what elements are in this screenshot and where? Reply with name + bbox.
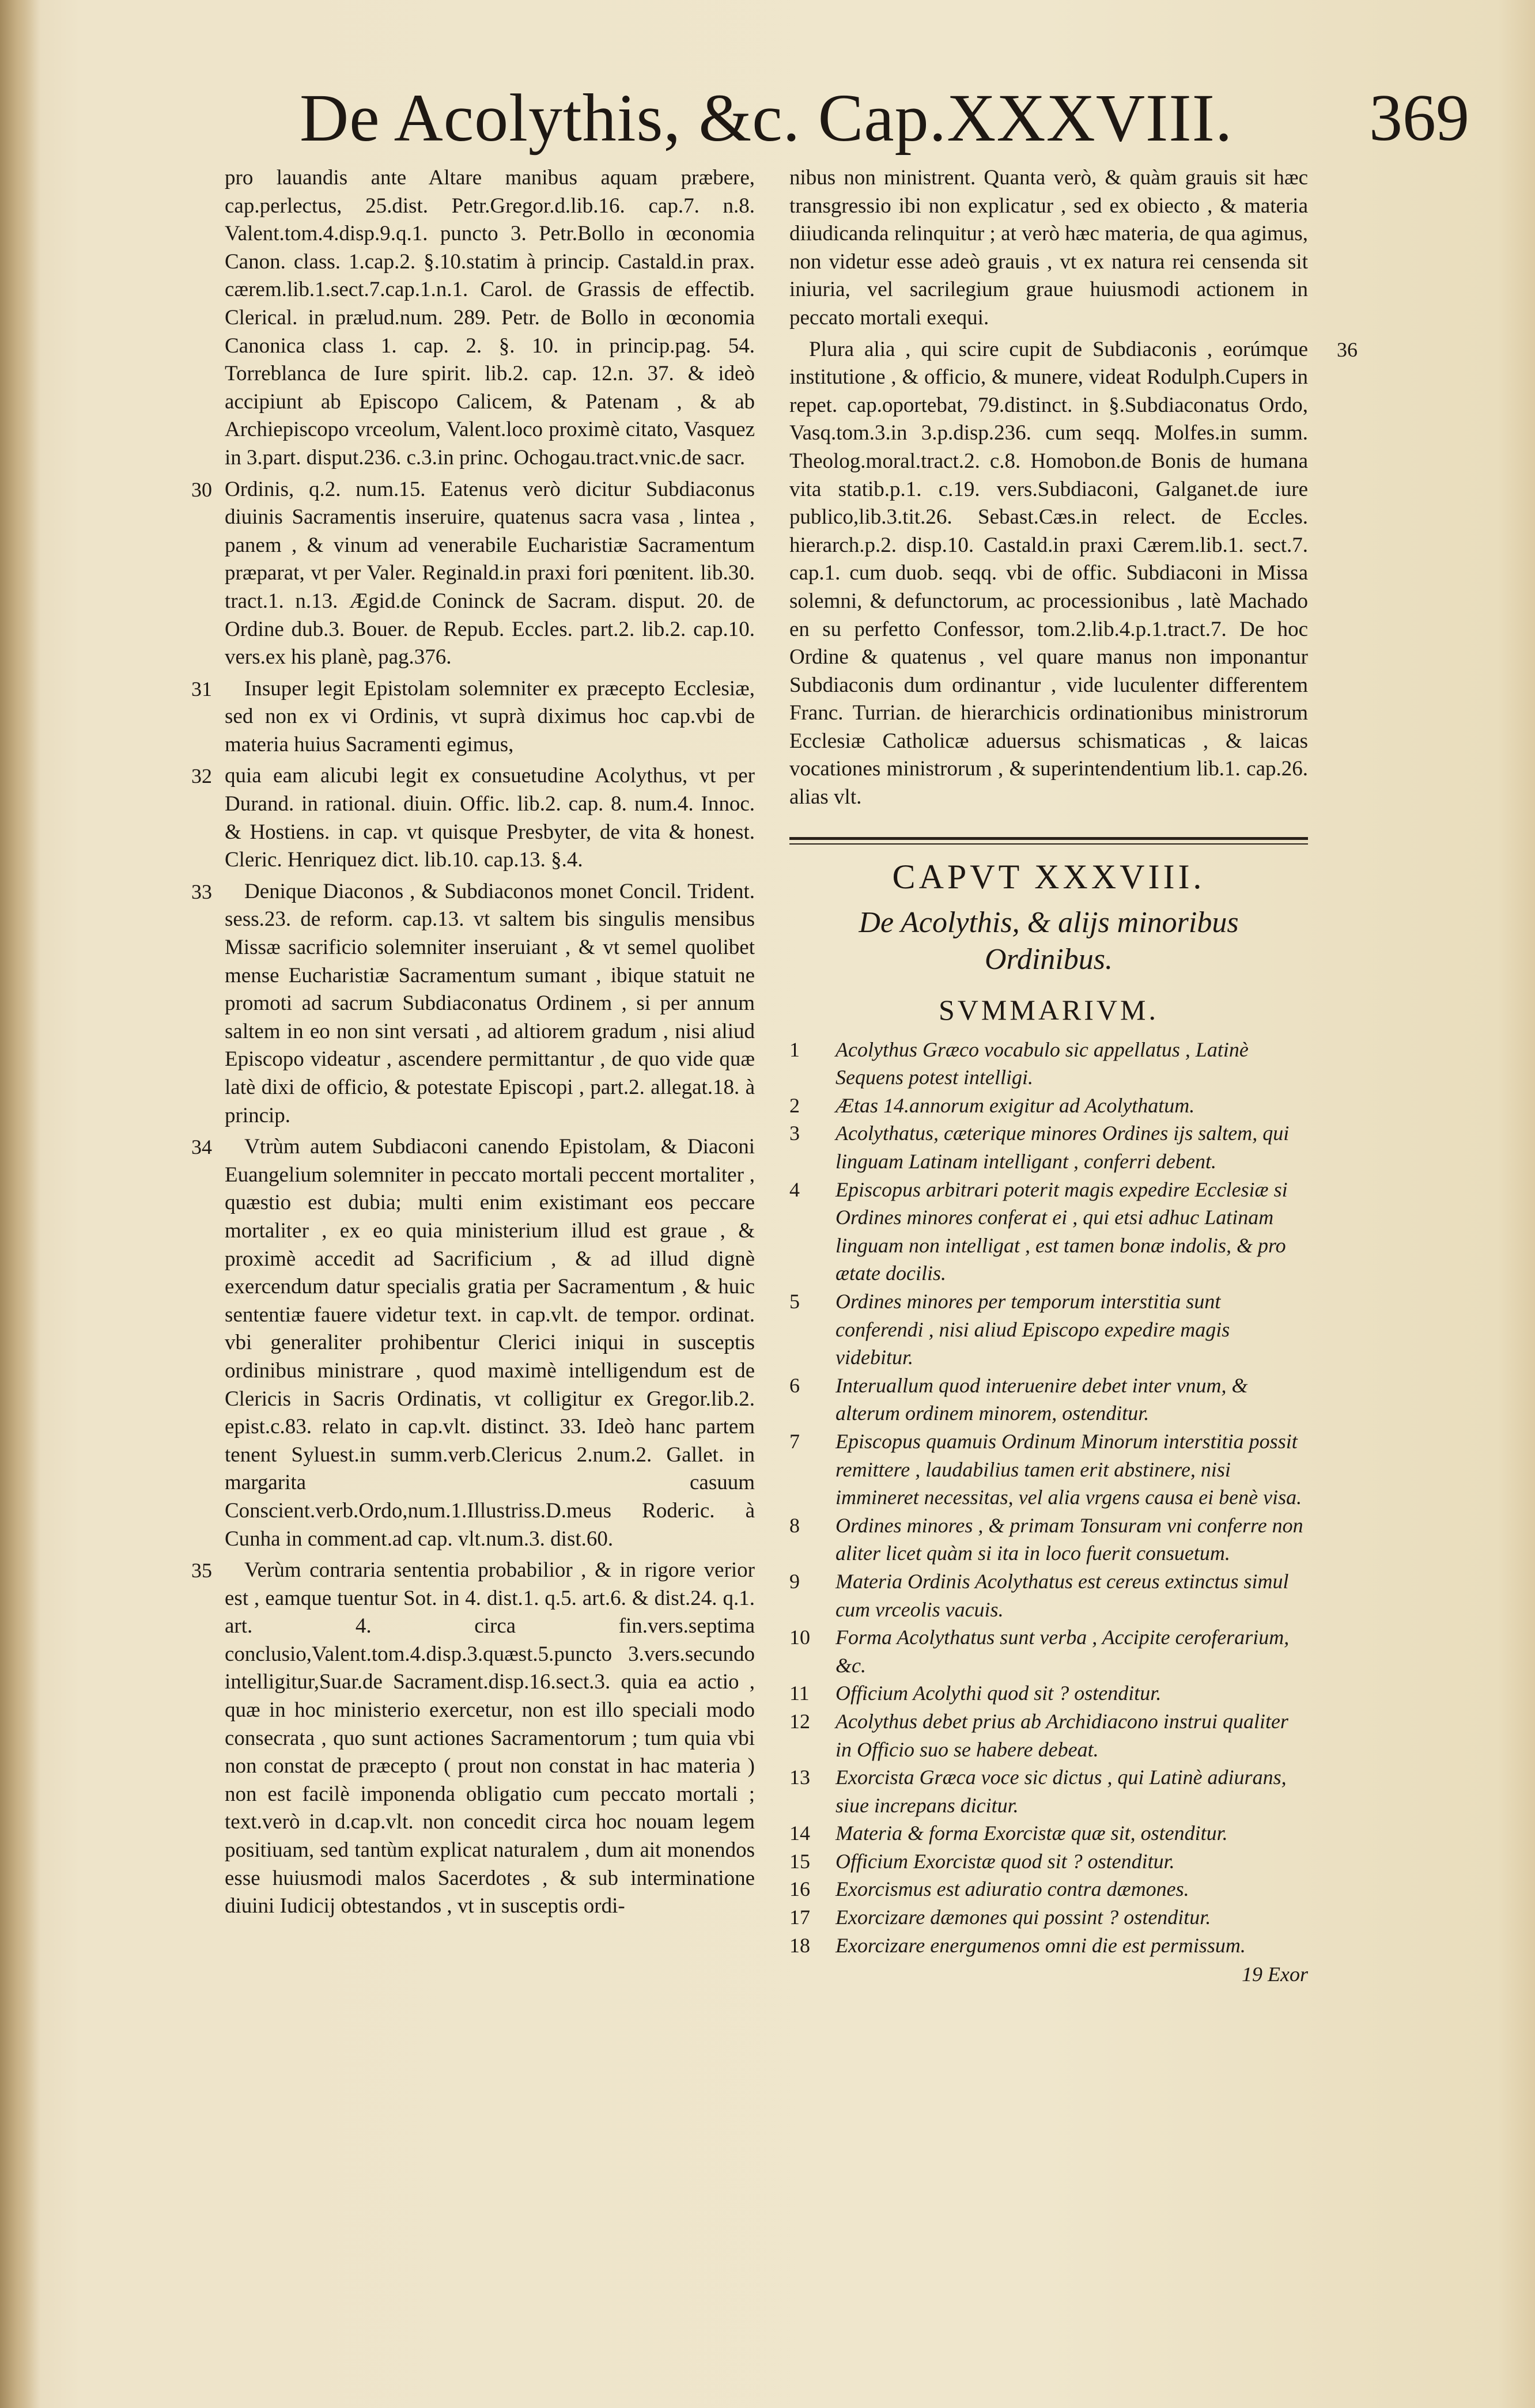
paragraph-text: quia eam alicubi legit ex consuetudine Acolythus, vt per Durand. in rational. diuin. Offic. lib.2. cap. 8. num.4. Innoc. & Hostiens. in cap. vt quisque Presbyter, de vita & honest. Cleric. Henriquez dict. lib.10. cap.13. §.4. [225, 764, 755, 872]
summary-item [789, 1623, 1308, 1679]
summary-item-text: Ordines minores per temporum interstitia sunt conferendi , nisi aliud Episcopo expedire magis videbitur. [835, 1290, 1230, 1369]
right-column-paragraphs [789, 164, 1358, 812]
summary-item-text: Exorcista Græca voce sic dictus , qui Latinè adiurans, siue increpans dicitur. [835, 1766, 1287, 1817]
summary-item-text: Exorcismus est adiuratio contra dæmones. [835, 1877, 1189, 1901]
paragraph [225, 164, 755, 472]
right-column [789, 164, 1358, 1989]
page-number: 369 [1369, 81, 1469, 155]
summary-item [789, 1932, 1308, 1960]
summary-item-number: 14 [789, 1822, 810, 1845]
summary-item-number: 1 [789, 1038, 800, 1061]
chapter-rule [789, 837, 1308, 840]
summary-item-number: 5 [789, 1290, 800, 1313]
summary-item-number: 10 [789, 1626, 810, 1649]
chapter-title: CAPVT XXXVIII. [892, 857, 1205, 896]
marginal-number: 35 [191, 1559, 212, 1582]
summary-item [789, 1847, 1308, 1876]
paragraph-text: Vtrùm autem Subdiaconi canendo Epistolam, & Diaconi Euangelium solemniter in peccato mortali peccent mortaliter , quæstio est dubia; multi enim existimant eos peccare mortaliter , ex eo quia ministerium illud est graue , & proximè accedit ad Sacrificium , & ad illud dignè exercendum datur specialis gratia per Sacramentum , & huic sententiæ fauere videtur text. in cap.vlt. de tempor. ordinat. vbi generaliter prohibentur Clerici iniqui in susceptis ordinibus ministrare , quod maximè intelligendum est de Clericis in Sacris Ordinatis, vt colligitur ex Gregor.lib.2. epist.c.83. relato in cap.vlt. distinct. 33. Ideò hanc partem tenent Syluest.in summ.verb.Clericus 2.num.2. Gallet. in margarita casuum Conscient.verb.Ordo,num.1.Illustriss.D.meus Roderic. à Cunha in comment.ad cap. vlt.num.3. dist.60. [225, 1135, 755, 1551]
paragraph [191, 675, 755, 759]
catchword: 19 Exor [1242, 1963, 1308, 1986]
paragraph [191, 762, 755, 874]
summary-item-number: 12 [789, 1709, 810, 1733]
summary-item [789, 1679, 1308, 1707]
summary-item-number: 11 [789, 1682, 810, 1705]
paragraph [191, 476, 755, 672]
summary-item-text: Materia Ordinis Acolythatus est cereus extinctus simul cum vrceolis vacuis. [835, 1569, 1289, 1621]
summary-item-text: Acolythus Græco vocabulo sic appellatus , Latinè Sequens potest intelligi. [835, 1038, 1249, 1089]
summary-item-number: 2 [789, 1093, 800, 1117]
summary-item-number: 13 [789, 1766, 810, 1789]
binding-gutter [0, 0, 40, 2408]
paragraph [789, 336, 1358, 812]
summary-item [789, 1707, 1308, 1763]
summary-item-text: Ætas 14.annorum exigitur ad Acolythatum. [835, 1093, 1195, 1117]
summary-item-number: 7 [789, 1429, 800, 1453]
summary-item [789, 1568, 1308, 1623]
summary-item-number: 8 [789, 1513, 800, 1537]
summary-heading: SVMMARIVM. [938, 993, 1159, 1026]
summary-item [789, 1372, 1308, 1428]
summary-item-number: 17 [789, 1906, 810, 1929]
summary-item [789, 1819, 1308, 1847]
summary-item [789, 1903, 1308, 1932]
paragraph-text: Verùm contraria sententia probabilior , & in rigore verior est , eamque tuentur Sot. in 4. dist.1. q.5. art.6. & dist.24. q.1. art. 4. circa fin.vers.septima conclusio,Valent.tom.4.disp.3.quæst.5.puncto 3.vers.secundo intelligitur,Suar.de Sacrament.disp.16.sect.3. quia ea actio , quæ in hoc ministerio exercetur, non est illo speciali modo consecrata , quo sunt actiones Sacramentorum ; tum quia vbi non constat de præcepto ( prout non constat in hac materia ) non est facilè imponenda obligatio cum peccato mortali ; text.verò in d.cap.vlt. non concedit circa hoc nouam legem positiuam, sed tantùm explicat naturalem , dum ait monendos esse huiusmodi malos Sacerdotes , & sub interminatione diuini Iudicij obtestandos , vt in susceptis ordi- [225, 1558, 755, 1918]
paragraph-text: Denique Diaconos , & Subdiaconos monet Concil. Trident. sess.23. de reform. cap.13. vt saltem bis singulis mensibus Missæ sacrificio solemniter inseruiant , & vt semel quolibet mense Eucharistiæ Sacramentum sumant , ibique statuit ne promoti ad sacrum Subdiaconatus Ordinem , si per annum saltem in eo non sint versati , ad altiorem gradum , nisi aliud Episcopo videatur , ascendere permittantur , de quo vide quæ latè dixi de officio, & potestate Episcopi , part.2. allegat.18. à princip. [225, 879, 755, 1127]
marginal-number: 33 [191, 880, 212, 903]
summary-list [789, 1036, 1308, 1960]
summary-item-number: 15 [789, 1849, 810, 1873]
running-title: De Acolythis, &c. Cap.XXXVIII. [300, 80, 1233, 156]
summary-item-number: 3 [789, 1122, 800, 1145]
paragraph-text: Plura alia , qui scire cupit de Subdiaconis , eorúmque institutione , & officio, & munere, videat Rodulph.Cupers in repet. cap.oportebat, 79.distinct. in §.Subdiaconatus Ordo, Vasq.tom.3.in 3.p.disp.236. cum seqq. Molfes.in summ. Theolog.moral.tract.2. c.8. Homobon.de Bonis de humana vita statib.p.1. c.19. vers.Subdiaconi, Galganet.de iure publico,lib.3.tit.26. Sebast.Cæs.in relect. de Eccles. hierarch.p.2. disp.10. Castald.in praxi Cærem.lib.1. sect.7. cap.1. cum duob. seqq. vbi de offic. Subdiaconi in Missa solemni, & defunctorum, ac processionibus , latè Machado en su perfetto Confessor, tom.2.lib.4.p.1.tract.7. De hoc Ordine & quatenus , vel quare manus non imponantur Subdiaconis dum ordinantur , vide luculenter differentem Franc. Turrian. de hierarchicis ordinationibus ministrorum Ecclesiæ Catholicæ aduersus schismaticas , & laicas vocationes ministrorum , & superintendentium lib.1. cap.26. alias vlt. [789, 337, 1308, 809]
summary-item-number: 16 [789, 1877, 810, 1901]
marginal-number: 31 [191, 677, 212, 701]
summary-item-text: Materia & forma Exorcistæ quæ sit, ostenditur. [835, 1822, 1228, 1845]
summary-item-number: 6 [789, 1373, 800, 1397]
summary-item-text: Episcopus quamuis Ordinum Minorum interstitia possit remittere , laudabilius tamen erit abstinere, nisi immineret necessitas, vel alia vrgens causa ei benè visa. [835, 1429, 1302, 1509]
summary-item-text: Acolythatus, cæterique minores Ordines ijs saltem, qui linguam Latinam intelligant , conferri debent. [835, 1122, 1290, 1173]
summary-item-text: Officium Acolythi quod sit ? ostenditur. [835, 1682, 1162, 1705]
summary-item [789, 1428, 1308, 1512]
summary-item-text: Exorcizare energumenos omni die est permissum. [835, 1933, 1246, 1957]
paragraph-text: nibus non ministrent. Quanta verò, & quàm grauis sit hæc transgressio ibi non explicatur , sed ex obiecto , & materia diiudicanda relinquitur ; at verò hæc materia, de qua agimus, non videtur esse adeò grauis , vt ex natura rei censenda sit iniuria, vel sacrilegium graue huiusmodi actionem in peccato mortali exequi. [789, 166, 1308, 330]
marginal-number: 30 [191, 478, 212, 501]
summary-item [789, 1288, 1308, 1372]
paragraph [789, 164, 1308, 332]
summary-item-number: 18 [789, 1933, 810, 1957]
marginal-number: 34 [191, 1135, 212, 1159]
chapter-subtitle: De Acolythis, & alijs minoribus Ordinibus. [859, 906, 1239, 976]
paragraph-text: Ordinis, q.2. num.15. Eatenus verò dicitur Subdiaconus diuinis Sacramentis inseruire, quatenus sacra vasa , lintea , panem , & vinum ad venerabile Eucharistiæ Sacramentum præparat, vt per Valer. Reginald.in praxi fori pœnitent. lib.30. tract.1. n.13. Ægid.de Coninck de Sacram. disput. 20. de Ordine dub.3. Bouer. de Repub. Eccles. part.2. lib.2. cap.10. vers.ex his planè, pag.376. [225, 477, 755, 669]
summary-item-number: 4 [789, 1178, 800, 1201]
marginal-number: 36 [1337, 338, 1358, 361]
paragraph [191, 878, 755, 1130]
summary-item-text: Forma Acolythatus sunt verba , Accipite ceroferarium, &c. [835, 1626, 1290, 1677]
paragraph [191, 1133, 755, 1553]
summary-item [789, 1092, 1308, 1120]
summary-item-text: Ordines minores , & primam Tonsuram vni conferre non aliter licet quàm si ita in loco fuerit consuetum. [835, 1513, 1303, 1565]
summary-item [789, 1875, 1308, 1903]
summary-item [789, 1763, 1308, 1819]
summary-item-number: 9 [789, 1569, 800, 1593]
summary-item [789, 1512, 1308, 1568]
paragraph-text: Insuper legit Epistolam solemniter ex præcepto Ecclesiæ, sed non ex vi Ordinis, vt suprà diximus hoc cap.vbi de materia huius Sacramenti egimus, [225, 676, 755, 756]
summary-item-text: Interuallum quod interuenire debet inter vnum, & alterum ordinem minorem, ostenditur. [835, 1373, 1248, 1425]
summary-item [789, 1176, 1308, 1288]
paragraph [191, 1557, 755, 1921]
summary-item-text: Exorcizare dæmones qui possint ? ostenditur. [835, 1906, 1211, 1929]
summary-item-text: Officium Exorcistæ quod sit ? ostenditur. [835, 1849, 1175, 1873]
summary-item-text: Acolythus debet prius ab Archidiacono instrui qualiter in Officio suo se habere debeat. [835, 1709, 1288, 1761]
marginal-number: 32 [191, 764, 212, 788]
left-column [191, 164, 755, 1924]
summary-item-text: Episcopus arbitrari poterit magis expedire Ecclesiæ si Ordines minores conferat ei , qui etsi adhuc Latinam linguam non intelligat , est tamen bonæ indolis, & pro ætate docilis. [835, 1178, 1288, 1285]
summary-item [789, 1119, 1308, 1175]
summary-item [789, 1036, 1308, 1092]
paragraph-text: pro lauandis ante Altare manibus aquam præbere, cap.perlectus, 25.dist. Petr.Gregor.d.lib.16. cap.7. n.8. Valent.tom.4.disp.9.q.1. puncto 3. Petr.Bollo in œconomia Canon. class. 1.cap.2. §.10.statim à princip. Castald.in prax. cærem.lib.1.sect.7.cap.1.n.1. Carol. de Grassis de effectib. Clerical. in prælud.num. 289. Petr. de Bollo in œconomia Canonica class 1. cap. 2. §. 10. in princip.pag. 54. Torreblanca de Iure spirit. lib.2. cap. 12.n. 37. & ideò accipiunt ab Episcopo Calicem, & Patenam , & ab Archiepiscopo vrceolum, Valent.loco proximè citato, Vasquez in 3.part. disput.236. c.3.in princ. Ochogau.tract.vnic.de sacr. [225, 166, 755, 470]
